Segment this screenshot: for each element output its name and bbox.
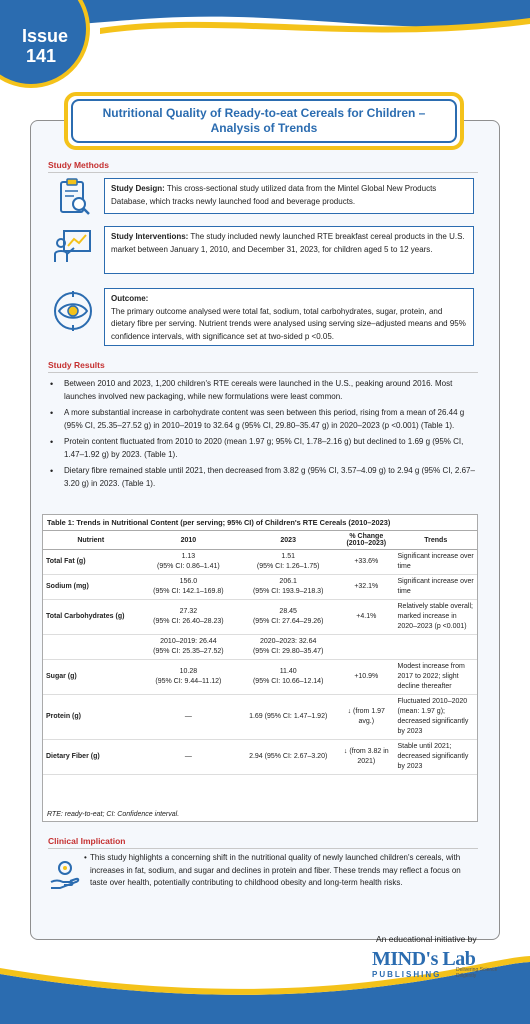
nutrition-table-panel <box>42 514 478 822</box>
table-cell: 27.32 (95% CI: 26.40–28.23) <box>138 600 238 635</box>
table-cell <box>338 635 394 660</box>
methods-heading: Study Methods <box>48 160 109 170</box>
issue-label: Issue <box>22 26 69 46</box>
results-list <box>40 378 480 494</box>
table-cell: Total Fat (g) <box>43 550 138 575</box>
table-cell: 1.13 (95% CI: 0.86–1.41) <box>138 550 238 575</box>
column-header: Trends <box>395 531 478 550</box>
list-item: • A more substantial increase in carbohydrate content was seen between this period, rising from a mean of 26.44 g (95% CI, 25.35–27.52 g) in 2010–2019 to 32.64 g (95% CI, 29.80–35.47 g) in 2020–2023 (p <0.001) (Table 1). <box>64 407 480 432</box>
study-interventions-label: Study Interventions: <box>111 232 189 241</box>
table-cell: +10.9% <box>338 660 394 695</box>
table-cell: Modest increase from 2017 to 2022; slight decline thereafter <box>395 660 478 695</box>
results-heading: Study Results <box>48 360 105 370</box>
study-design-label: Study Design: <box>111 184 165 193</box>
issue-number: 141 <box>26 46 57 66</box>
table-row <box>43 660 477 695</box>
table-caption: Table 1: Trends in Nutritional Content (per serving; 95% CI) of Children's RTE Cereals (2010–2023) <box>47 518 391 527</box>
table-cell: 2010–2019: 26.44 (95% CI: 25.35–27.52) <box>138 635 238 660</box>
study-design-text: This cross-sectional study utilized data from the Mintel Global New Products Database, which tracks newly launched food and beverage products. <box>111 184 437 206</box>
table-cell: Significant increase over time <box>395 550 478 575</box>
column-header: 2023 <box>238 531 338 550</box>
table-footnote: RTE: ready-to-eat; CI: Confidence interval. <box>47 811 180 818</box>
table-cell: Dietary Fiber (g) <box>43 740 138 775</box>
table-cell: Total Carbohydrates (g) <box>43 600 138 635</box>
table-row <box>43 575 477 600</box>
table-cell <box>395 635 478 660</box>
table-cell: +4.1% <box>338 600 394 635</box>
page-title: Nutritional Quality of Ready-to-eat Cereals for Children – Analysis of Trends <box>71 99 457 143</box>
table-cell: Sodium (mg) <box>43 575 138 600</box>
logo-tagline: Delivering Science Diligently <box>456 967 498 979</box>
table-cell: 2.94 (95% CI: 2.67–3.20) <box>238 740 338 775</box>
column-header: % Change (2010–2023) <box>338 531 394 550</box>
outcome-label: Outcome: <box>111 294 149 303</box>
table-cell: 10.28 (95% CI: 9.44–11.12) <box>138 660 238 695</box>
outcome-box <box>104 288 474 346</box>
table-cell: +33.6% <box>338 550 394 575</box>
table-cell: Sugar (g) <box>43 660 138 695</box>
title-frame <box>64 92 464 150</box>
clinical-divider <box>48 848 478 849</box>
list-item: • Dietary fibre remained stable until 2021, then decreased from 3.82 g (95% CI, 3.57–4.09 g) to 2.94 g (95% CI, 2.67–3.20 g) in 2023. (Table 1). <box>64 465 480 490</box>
table-row <box>43 600 477 635</box>
table-row <box>43 550 477 575</box>
table-cell: Significant increase over time <box>395 575 478 600</box>
list-item: • Protein content fluctuated from 2010 to 2020 (mean 1.97 g; 95% CI, 1.78–2.16 g) but declined to 1.69 g (95% CI, 1.47–1.92 g) by 2023. (Table 1). <box>64 436 480 461</box>
column-header: Nutrient <box>43 531 138 550</box>
table-cell: 2020–2023: 32.64 (95% CI: 29.80–35.47) <box>238 635 338 660</box>
logo-main: MIND's Lab <box>372 948 476 970</box>
column-header: 2010 <box>138 531 238 550</box>
hand-gear-icon <box>48 858 82 892</box>
table-cell: Fluctuated 2010–2020 (mean: 1.97 g); decreased significantly by 2023 <box>395 695 478 740</box>
outcome-text: The primary outcome analysed were total fat, sodium, total carbohydrates, sugar, protein, and dietary fibre per serving. Nutrient trends were analysed using serving size–adjusted means and 95% confidence intervals, with significance set at two-sided p <0.05. <box>111 306 466 341</box>
table-cell: Stable until 2021; decreased significantly by 2023 <box>395 740 478 775</box>
table-cell: ↓ (from 1.97 avg.) <box>338 695 394 740</box>
table-cell: 156.0 (95% CI: 142.1–169.8) <box>138 575 238 600</box>
table-cell: 1.69 (95% CI: 1.47–1.92) <box>238 695 338 740</box>
table-cell: +32.1% <box>338 575 394 600</box>
eye-target-icon <box>52 290 94 332</box>
table-row <box>43 740 477 775</box>
table-cell: Protein (g) <box>43 695 138 740</box>
list-item: • Between 2010 and 2023, 1,200 children's RTE cereals were launched in the U.S., peaking around 2016. Most launches involved new packaging, while new formulations were least common. <box>64 378 480 403</box>
study-interventions-box <box>104 226 474 274</box>
table-cell: 11.40 (95% CI: 10.66–12.14) <box>238 660 338 695</box>
table-header-row <box>43 531 477 550</box>
table-cell: ↓ (from 3.82 in 2021) <box>338 740 394 775</box>
table-cell: Relatively stable overall; marked increase in 2020–2023 (p <0.001) <box>395 600 478 635</box>
logo-sub: PUBLISHING <box>372 970 442 979</box>
results-divider <box>48 372 478 373</box>
table-body <box>43 550 477 775</box>
study-design-box <box>104 178 474 214</box>
clinical-heading: Clinical Implication <box>48 836 126 846</box>
whiteboard-presenter-icon <box>52 226 94 268</box>
table-cell: — <box>138 740 238 775</box>
methods-divider <box>48 172 478 173</box>
nutrition-table <box>43 530 477 775</box>
table-row <box>43 635 477 660</box>
publisher-logo <box>372 948 502 988</box>
study-interventions-text: The study included newly launched RTE breakfast cereal products in the U.S. market between January 1, 2010, and December 31, 2023, for children aged 5 to 12 years. <box>111 232 465 254</box>
clinical-text: • This study highlights a concerning shift in the nutritional quality of newly launched children's cereals, with increases in fat, sodium, and sugar and declines in protein and fiber. These trends may reflect a focus on taste over health, potentially contributing to childhood obesity and long-term health risks. <box>90 852 475 890</box>
table-cell: 28.45 (95% CI: 27.64–29.26) <box>238 600 338 635</box>
table-cell: 1.51 (95% CI: 1.26–1.75) <box>238 550 338 575</box>
initiative-label: An educational initiative by <box>376 934 477 944</box>
table-row <box>43 695 477 740</box>
table-cell: 206.1 (95% CI: 193.9–218.3) <box>238 575 338 600</box>
table-cell: — <box>138 695 238 740</box>
table-cell <box>43 635 138 660</box>
clipboard-search-icon <box>52 176 94 218</box>
